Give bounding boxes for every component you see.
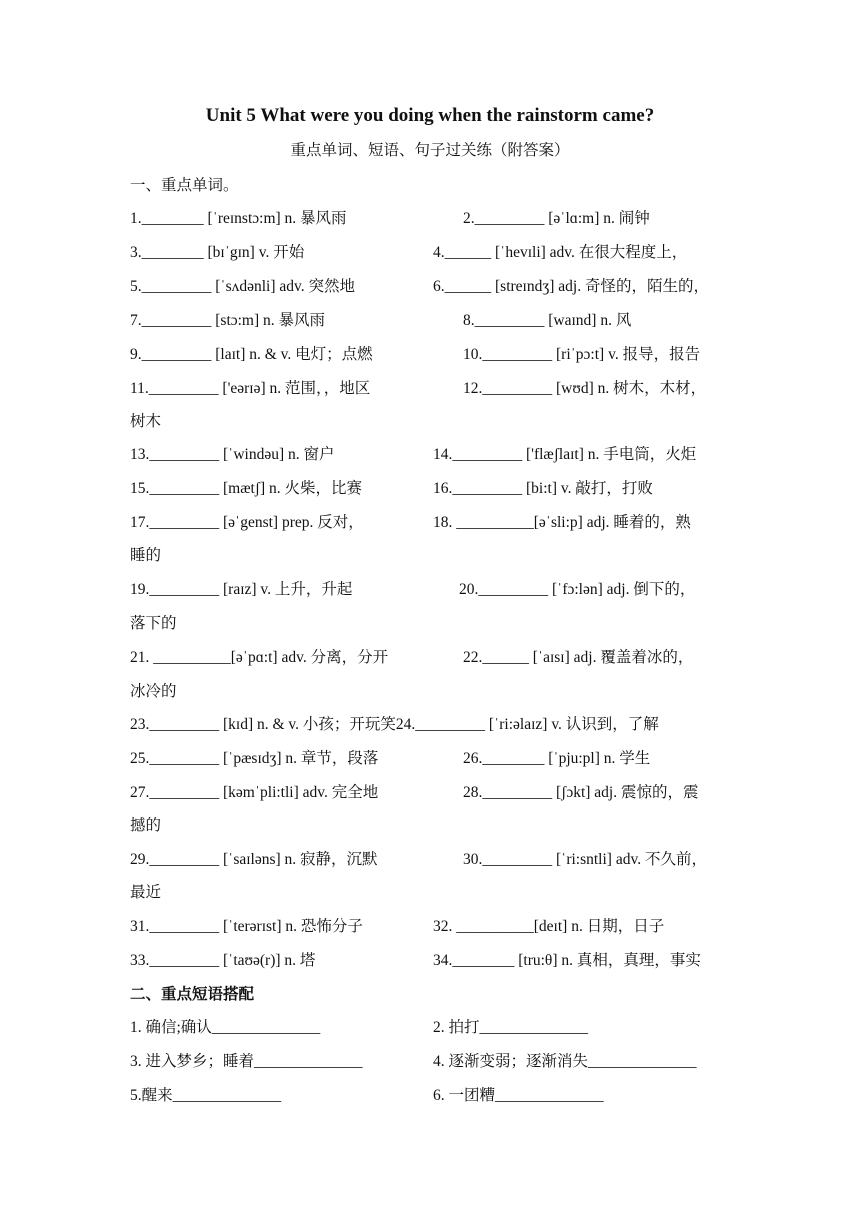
phrase-line: 4. 逐渐变弱；逐渐消失______________ — [433, 1053, 697, 1070]
vocabulary-line: 31._________ [ˈterərɪst] n. 恐怖分子 — [130, 918, 363, 935]
phrase-line: 5.醒来______________ — [130, 1087, 282, 1104]
vocabulary-line: 2._________ [əˈlɑ:m] n. 闹钟 — [463, 210, 650, 227]
vocabulary-line: 睡的 — [130, 547, 162, 564]
vocabulary-line: 3.________ [bɪˈgɪn] v. 开始 — [130, 244, 305, 261]
vocabulary-line: 34.________ [tru:θ] n. 真相，真理，事实 — [433, 952, 701, 969]
vocabulary-line: 18. __________[əˈsli:p] adj. 睡着的，熟 — [433, 514, 691, 531]
vocabulary-line: 13._________ [ˈwindəu] n. 窗户 — [130, 446, 335, 463]
vocabulary-line: 15._________ [mætʃ] n. 火柴，比赛 — [130, 480, 363, 497]
section-2-heading: 二、重点短语搭配 — [130, 986, 255, 1003]
vocabulary-line: 7._________ [stɔ:m] n. 暴风雨 — [130, 312, 326, 329]
vocabulary-line: 30._________ [ˈri:sntli] adv. 不久前， — [463, 851, 707, 868]
vocabulary-line: 19._________ [raɪz] v. 上升，升起 — [130, 581, 353, 598]
vocabulary-line: 33._________ [ˈtaʊə(r)] n. 塔 — [130, 952, 316, 969]
vocabulary-line: 29._________ [ˈsaɪləns] n. 寂静，沉默 — [130, 851, 378, 868]
vocabulary-line: 17._________ [əˈgenst] prep. 反对， — [130, 514, 364, 531]
vocabulary-line: 23._________ [kɪd] n. & v. 小孩；开玩笑24._________ [ˈri:əlaɪz] v. 认识到，了解 — [130, 716, 659, 733]
vocabulary-line: 9._________ [laɪt] n. & v. 电灯；点燃 — [130, 346, 373, 363]
phrase-line: 1. 确信;确认______________ — [130, 1019, 321, 1036]
vocabulary-line: 6.______ [streɪndʒ] adj. 奇怪的，陌生的， — [433, 278, 709, 295]
vocabulary-line: 10._________ [riˈpɔ:t] v. 报导，报告 — [463, 346, 701, 363]
phrase-line: 6. 一团糟______________ — [433, 1087, 604, 1104]
vocabulary-line: 22.______ [ˈaɪsɪ] adj. 覆盖着冰的， — [463, 649, 694, 666]
vocabulary-line: 32. __________[deɪt] n. 日期，日子 — [433, 918, 665, 935]
page-subtitle: 重点单词、短语、句子过关练（附答案） — [290, 142, 570, 159]
vocabulary-line: 冰冷的 — [130, 683, 177, 700]
vocabulary-line: 撼的 — [130, 817, 162, 834]
vocabulary-line: 树木 — [130, 413, 162, 430]
vocabulary-line: 27._________ [kəmˈpli:tli] adv. 完全地 — [130, 784, 379, 801]
vocabulary-line: 14._________ ['flæʃlaɪt] n. 手电筒，火炬 — [433, 446, 697, 463]
vocabulary-line: 1.________ [ˈreɪnstɔ:m] n. 暴风雨 — [130, 210, 347, 227]
vocabulary-line: 26.________ [ˈpju:pl] n. 学生 — [463, 750, 651, 767]
vocabulary-line: 12._________ [wʊd] n. 树木，木材， — [463, 380, 707, 397]
vocabulary-line: 16._________ [bi:t] v. 敲打，打败 — [433, 480, 653, 497]
vocabulary-line: 8._________ [waɪnd] n. 风 — [463, 312, 632, 329]
vocabulary-line: 5._________ [ˈsʌdənli] adv. 突然地 — [130, 278, 356, 295]
vocabulary-line: 25._________ [ˈpæsɪdʒ] n. 章节，段落 — [130, 750, 379, 767]
vocabulary-line: 4.______ [ˈhevɪli] adv. 在很大程度上， — [433, 244, 688, 261]
phrase-line: 2. 拍打______________ — [433, 1019, 589, 1036]
vocabulary-line: 21. __________[əˈpɑ:t] adv. 分离，分开 — [130, 649, 389, 666]
phrase-line: 3. 进入梦乡；睡着______________ — [130, 1053, 363, 1070]
vocabulary-line: 落下的 — [130, 615, 177, 632]
vocabulary-line: 11._________ ['eərɪə] n. 范围，，地区 — [130, 380, 371, 397]
page-title: Unit 5 What were you doing when the rainstorm came? — [205, 105, 655, 126]
section-1-heading: 一、重点单词。 — [130, 177, 239, 194]
vocabulary-line: 最近 — [130, 884, 162, 901]
vocabulary-line: 20._________ [ˈfɔ:lən] adj. 倒下的， — [459, 581, 696, 598]
vocabulary-line: 28._________ [ʃɔkt] adj. 震惊的，震 — [463, 784, 699, 801]
